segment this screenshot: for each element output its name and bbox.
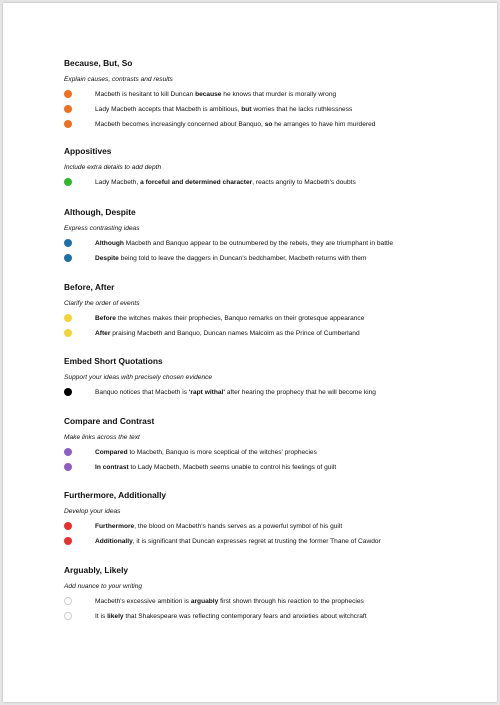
list-item: Before the witches makes their prophecies, Banquo remarks on their grotesque appearance: [64, 314, 464, 323]
bullet-dot: [64, 388, 72, 396]
section-because-but-so: [64, 58, 464, 129]
section-embed-short-quotations: [64, 356, 464, 397]
list-item: After praising Macbeth and Banquo, Duncan names Malcolm as the Prince of Cumberland: [64, 329, 464, 338]
bullet-dot: [64, 90, 72, 98]
section-subtitle: Express contrasting ideas: [64, 225, 140, 232]
list-item: It is likely that Shakespeare was reflecting contemporary fears and anxieties about witchcraft: [64, 612, 464, 621]
list-item: In contrast to Lady Macbeth, Macbeth seems unable to control his feelings of guilt: [64, 463, 464, 472]
section-subtitle: Develop your ideas: [64, 508, 121, 515]
list-item: Banquo notices that Macbeth is 'rapt withal' after hearing the prophecy that he will become king: [64, 388, 464, 397]
section-subtitle: Include extra details to add depth: [64, 164, 162, 171]
bullet-dot: [64, 448, 72, 456]
section-before-after: [64, 282, 464, 338]
list-item: Macbeth is hesitant to kill Duncan because he knows that murder is morally wrong: [64, 90, 464, 99]
section-appositives: [64, 146, 464, 187]
section-furthermore-additionally: [64, 490, 464, 546]
bullet-dot: [64, 612, 72, 620]
bullet-dot: [64, 120, 72, 128]
bullet-dot: [64, 329, 72, 337]
section-heading: Although, Despite: [64, 207, 136, 217]
section-subtitle: Clarify the order of events: [64, 300, 140, 307]
section-heading: Furthermore, Additionally: [64, 490, 167, 500]
section-heading: Compare and Contrast: [64, 416, 155, 426]
list-item: Macbeth's excessive ambition is arguably first shown through his reaction to the prophecies: [64, 597, 464, 606]
section-heading: Appositives: [64, 146, 112, 156]
section-subtitle: Make links across the text: [64, 434, 140, 441]
section-although-despite: [64, 207, 464, 263]
section-heading: Arguably, Likely: [64, 565, 129, 575]
bullet-dot: [64, 463, 72, 471]
section-compare-and-contrast: [64, 416, 464, 472]
section-heading: Because, But, So: [64, 58, 133, 68]
bullet-dot: [64, 105, 72, 113]
bullet-dot: [64, 178, 72, 186]
section-subtitle: Add nuance to your writing: [64, 583, 143, 590]
list-item: Furthermore, the blood on Macbeth's hands serves as a powerful symbol of his guilt: [64, 522, 464, 531]
list-item: Additionally, it is significant that Duncan expresses regret at trusting the former Thane of Cawdor: [64, 537, 464, 546]
section-arguably-likely: [64, 565, 464, 621]
section-heading: Before, After: [64, 282, 115, 292]
bullet-dot: [64, 597, 72, 605]
list-item: Although Macbeth and Banquo appear to be outnumbered by the rebels, they are triumphant in battle: [64, 239, 464, 248]
list-item: Lady Macbeth, a forceful and determined character, reacts angrily to Macbeth's doubts: [64, 178, 464, 187]
bullet-dot: [64, 314, 72, 322]
document-page: [3, 3, 497, 702]
list-item: Lady Macbeth accepts that Macbeth is ambitious, but worries that he lacks ruthlessness: [64, 105, 464, 114]
section-heading: Embed Short Quotations: [64, 356, 163, 366]
list-item: Despite being told to leave the daggers in Duncan's bedchamber, Macbeth returns with them: [64, 254, 464, 263]
section-subtitle: Explain causes, contrasts and results: [64, 76, 173, 83]
bullet-dot: [64, 522, 72, 530]
bullet-dot: [64, 537, 72, 545]
section-subtitle: Support your ideas with precisely chosen evidence: [64, 374, 213, 381]
bullet-dot: [64, 254, 72, 262]
list-item: Macbeth becomes increasingly concerned about Banquo, so he arranges to have him murdered: [64, 120, 464, 129]
list-item: Compared to Macbeth, Banquo is more sceptical of the witches' prophecies: [64, 448, 464, 457]
bullet-dot: [64, 239, 72, 247]
